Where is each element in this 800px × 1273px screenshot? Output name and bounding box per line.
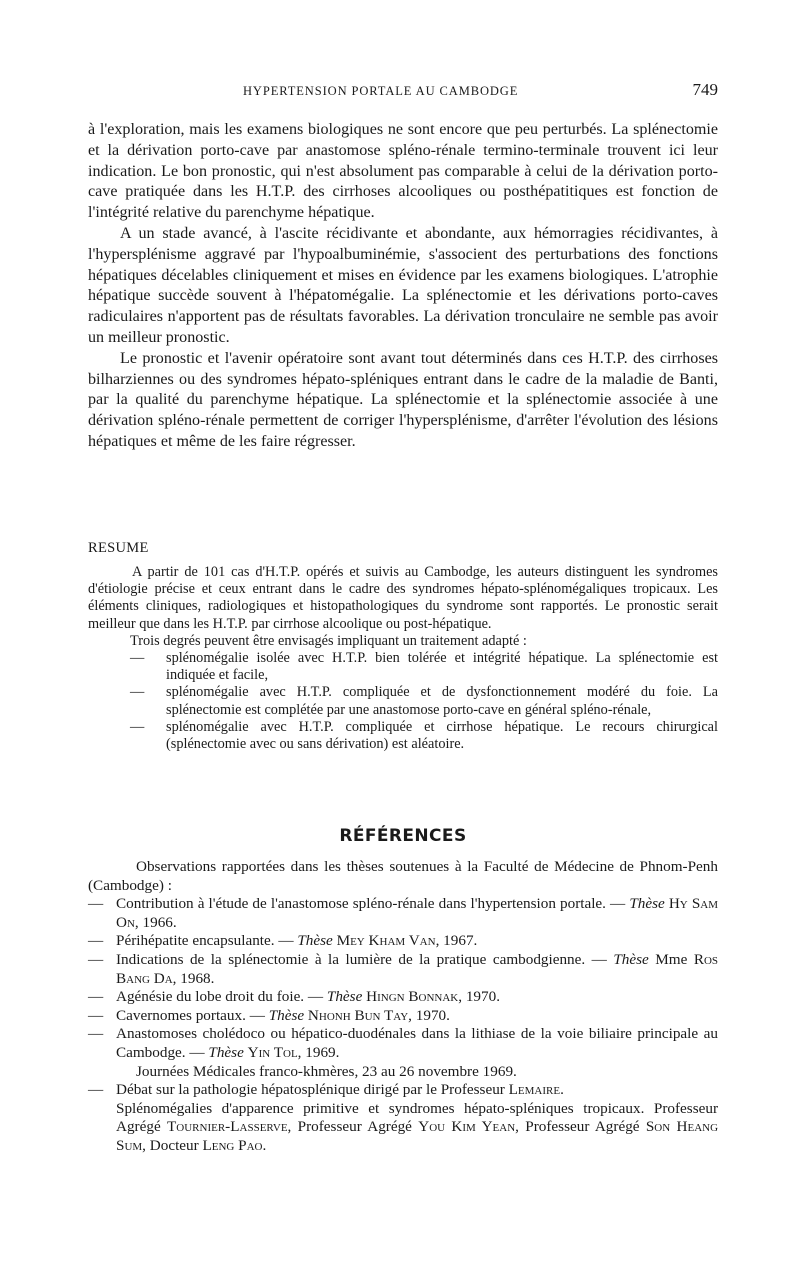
resume-list-item [88, 719, 718, 753]
resume-item-text: splénomégalie isolée avec H.T.P. bien tolérée et intégrité hépatique. La splénectomie est indiquée et facile, [166, 650, 718, 684]
spleno-text-3: , Professeur Agrégé [515, 1118, 640, 1136]
running-head [88, 82, 718, 106]
body-paragraph-1: à l'exploration, mais les examens biologiques ne sont encore que peu perturbés. La splénectomie et la dérivation porto-cave par anastomose spléno-rénale termino-terminale trouvent ici leur indication. Le bon pronostic, qui n'est absolument pas comparable à celui de la dérivation porto-cave pratiquée dans les H.T.P. des cirrhoses alcooliques ou posthépatitiques est fonction de l'intégrité relative du parenchyme hépatique. [88, 121, 718, 222]
spleno-text: Splénomégalies d'apparence primitive et syndromes hépato-spléniques tropicaux. Professeur Agrégé [116, 1099, 718, 1136]
dash-mark: — [88, 1025, 104, 1043]
spleno-text-4: , Docteur [142, 1136, 199, 1154]
journees-line: Journées Médicales franco-khmères, 23 au 26 novembre 1969. [136, 1062, 517, 1080]
these-label: Thèse [297, 932, 333, 950]
reference-title: Périhépatite encapsulante. — [116, 932, 294, 950]
spleno-name-3: Son Heang Sum [116, 1118, 719, 1154]
reference-title: Contribution à l'étude de l'anastomose spléno-rénale dans l'hypertension portale. — [116, 895, 626, 913]
body-text [88, 120, 718, 453]
reference-title: Cavernomes portaux. — [116, 1006, 265, 1024]
resume-item-text: splénomégalie avec H.T.P. compliquée et cirrhose hépatique. Le recours chirurgical (splénectomie avec ou sans dérivation) est aléatoire. [166, 718, 718, 753]
debat-name: Lemaire [508, 1081, 561, 1099]
author-prefix: Mme [655, 950, 688, 968]
reference-item [88, 1007, 718, 1026]
dash-mark: — [88, 895, 104, 913]
reference-year: , 1966. [134, 913, 177, 931]
reference-year: , 1970. [458, 988, 500, 1006]
reference-year: , 1970. [408, 1006, 450, 1024]
these-label: Thèse [326, 988, 363, 1006]
body-paragraph-2: A un stade avancé, à l'ascite récidivante et abondante, aux hémorragies récidivantes, à l'hypersplénisme aggravé par l'hypoalbuminémie, s'associent des perturbations des fonctions hépatiques décelables cliniquement et mises en évidence par les examens biologiques. L'atrophie hépatique succède souvent à l'hépatomégalie. La splénectomie et les dérivations porto-caves radiculaires n'apportent pas de résultats favorables. La dérivation tronculaire ne semble pas avoir un meilleur pronostic. [88, 224, 718, 346]
reference-author: Hingn Bonnak [366, 988, 459, 1006]
reference-item [88, 951, 718, 988]
dash-mark: — [88, 950, 104, 968]
reference-author: Hy Sam On [116, 895, 718, 931]
reference-title: Indications de la splénectomie à la lumière de la pratique cambodgienne. — [116, 950, 607, 968]
dash-mark: — [130, 684, 145, 701]
reference-title: Agénésie du lobe droit du foie. — [116, 988, 324, 1006]
reference-item [88, 1025, 718, 1062]
running-head-title: HYPERTENSION PORTALE AU CAMBODGE [243, 84, 519, 98]
reference-year: , 1968. [172, 969, 215, 987]
spleno-name-4: Leng Pao [202, 1136, 263, 1154]
reference-author: Nhonh Bun Tay [307, 1006, 409, 1024]
resume-list-item [88, 684, 718, 718]
references-section [88, 858, 718, 1156]
resume-item-text: splénomégalie avec H.T.P. compliquée et de dysfonctionnement modéré du foie. La splénectomie est complétée par une anastomose porto-cave en général spléno-rénale, [166, 684, 718, 718]
dash-mark: — [88, 988, 104, 1006]
body-paragraph-3: Le pronostic et l'avenir opératoire sont avant tout déterminés dans ces H.T.P. des cirrhoses bilharziennes ou des syndromes hépato-spléniques entrant dans le cadre de la maladie de Banti, par la qualité du parenchyme hépatique. La splénectomie et la splénectomie associée à une dérivation spléno-rénale permettent de corriger l'hypersplénisme, d'arrêter l'évolution des lésions hépatiques et même de les faire régresser. [88, 349, 718, 450]
reference-author: Ros Bang Da [116, 950, 719, 987]
reference-item [88, 988, 718, 1007]
dash-mark: — [88, 932, 104, 950]
resume-paragraph-2: Trois degrés peuvent être envisagés impliquant un traitement adapté : [130, 632, 527, 649]
reference-item [88, 932, 718, 951]
reference-year: , 1969. [297, 1043, 340, 1061]
resume-heading: RESUME [88, 540, 149, 556]
reference-author: Mey Kham Van [336, 932, 436, 950]
these-label: Thèse [613, 950, 649, 968]
page-number: 749 [692, 80, 718, 99]
spleno-name-2: You Kim Yean [418, 1118, 516, 1136]
dash-mark: — [88, 1081, 104, 1099]
reference-author: Yin Tol [247, 1043, 298, 1061]
splenomegalies-paragraph [88, 1100, 718, 1156]
reference-title: Anastomoses cholédoco ou hépatico-duodénales dans la lithiase de la voie biliaire principale au Cambodge. — [116, 1025, 718, 1061]
dash-mark: — [130, 650, 145, 667]
spleno-name-1: Tournier-Lasserve [167, 1118, 288, 1136]
these-label: Thèse [268, 1006, 305, 1024]
reference-year: , 1967. [435, 932, 478, 950]
references-intro: Observations rapportées dans les thèses soutenues à la Faculté de Médecine de Phnom-Penh (Cambodge) : [88, 858, 718, 894]
debat-item [88, 1081, 718, 1100]
resume-section [88, 564, 718, 753]
resume-paragraph-1: A partir de 101 cas d'H.T.P. opérés et suivis au Cambodge, les auteurs distinguent les syndromes d'étiologie précise et ceux entrant dans le cadre des syndromes hépato-splénomégaliques tropicaux. Les éléments cliniques, radiologiques et histopathologiques du syndrome sont rapportés. Le pronostic serait meilleur que dans les H.T.P. par cirrhose alcoolique ou post-hépatique. [88, 564, 718, 632]
dash-mark: — [130, 718, 145, 735]
spleno-end: . [262, 1136, 267, 1154]
reference-item [88, 895, 718, 932]
resume-list-item [88, 650, 718, 684]
these-label: Thèse [629, 895, 665, 913]
references-heading: RÉFÉRENCES [339, 826, 467, 846]
dash-mark: — [88, 1006, 104, 1024]
debat-end: . [560, 1081, 564, 1099]
these-label: Thèse [208, 1043, 244, 1061]
spleno-text-2: , Professeur Agrégé [287, 1118, 412, 1136]
debat-text: Débat sur la pathologie hépatosplénique dirigé par le Professeur [116, 1081, 505, 1099]
